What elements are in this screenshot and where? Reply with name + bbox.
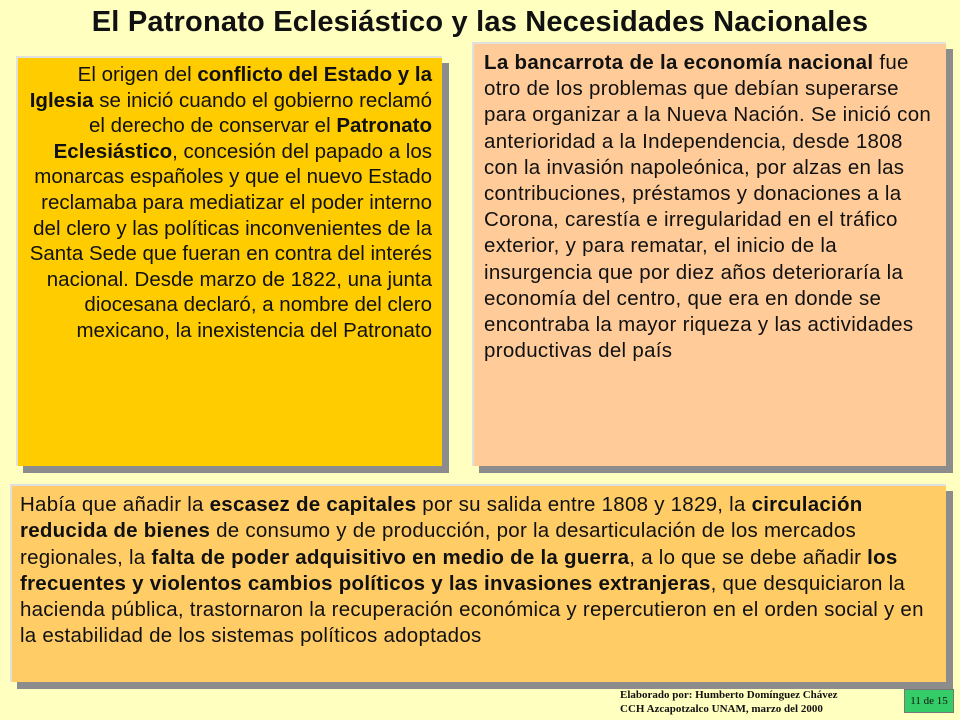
emphasis-text: falta de poder adquisitivo en medio de la guerra [151,545,630,569]
emphasis-text: Patronato Eclesiástico [53,114,432,163]
body-text: El origen del [77,63,198,86]
body-text: fue otro de los problemas que debían superarse para organizar a la Nueva Nación. Se inició con anterioridad a la Independencia, desde 1808 con la invasión napoleónica, por alzas en las contribuciones, préstamos y donaciones a la Corona, carestía e irregularidad en el tráfico exterior, y para rematar, el inicio de la insurgencia que por diez años deterioraría la economía del centro, que era en donde se encontraba la mayor riqueza y las actividades productivas del país [484,51,932,363]
emphasis-text: los frecuentes y violentos cambios políticos y las invasiones extranjeras [20,545,898,595]
body-text: , concesión del papado a los monarcas españoles y que el nuevo Estado reclamaba para mediatizar el poder interno del clero y las políticas inconvenientes de la Santa Sede que fueran en contra del interés nacional. Desde marzo de 1822, una junta diocesana declaró, a nombre del clero mexicano, la inexistencia del Patronato [29,139,432,342]
emphasis-text: La bancarrota de la economía nacional [484,51,874,74]
capitales-paragraph [20,492,938,650]
body-text: por su salida entre 1808 y 1829, la [416,493,752,516]
author-credits [620,688,880,716]
credits-institution-line: CCH Azcapotzalco UNAM, marzo del 2000 [620,703,823,715]
capitales-text-box [10,484,946,682]
body-text: se inició cuando el gobierno reclamó el derecho de conservar el [89,88,432,138]
body-text: , a lo que se debe añadir [629,545,868,569]
economia-paragraph [484,50,936,364]
body-text: Había que añadir la [20,493,210,516]
body-text: , que desquiciaron la hacienda pública, trastornaron la recuperación económica y repercutieron en el orden social y en la estabilidad de los sistemas políticos adoptados [20,571,924,648]
emphasis-text: conflicto del Estado y la Iglesia [29,63,432,112]
slide-title: El Patronato Eclesiástico y las Necesidades Nacionales [91,6,869,38]
patronato-text-box [16,56,442,466]
emphasis-text: escasez de capitales [209,493,417,516]
economia-text-box [472,42,946,466]
emphasis-text: circulación reducida de bienes [20,493,863,543]
page-number-badge[interactable]: 11 de 15 [904,689,954,713]
body-text: de consumo y de producción, por la desarticulación de los mercados regionales, la [20,519,856,569]
credits-author-line: Elaborado por: Humberto Domínguez Chávez [620,689,838,701]
patronato-paragraph [28,62,432,344]
